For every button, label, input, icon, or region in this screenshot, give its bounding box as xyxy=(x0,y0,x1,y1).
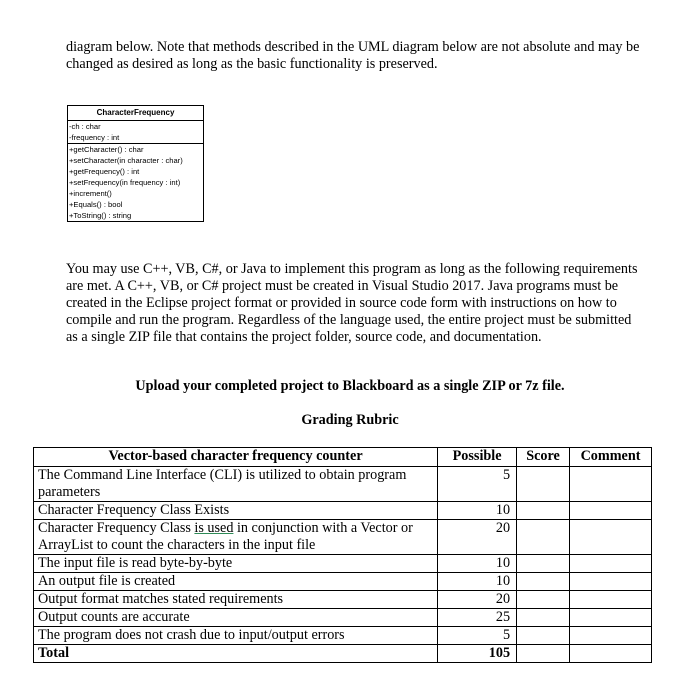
uml-attributes xyxy=(68,121,203,144)
table-row xyxy=(34,467,652,502)
comment-cell xyxy=(570,609,652,627)
criteria-cell: The Command Line Interface (CLI) is utilized to obtain program parameters xyxy=(34,467,438,502)
table-row xyxy=(34,573,652,591)
uml-method: +getCharacter() : char xyxy=(69,145,144,154)
table-row xyxy=(34,609,652,627)
header-possible: Possible xyxy=(438,448,517,467)
uml-class-name: CharacterFrequency xyxy=(68,106,203,121)
comment-cell xyxy=(570,627,652,645)
uml-method: +getFrequency() : int xyxy=(69,167,140,176)
table-row xyxy=(34,555,652,573)
header-criteria: Vector-based character frequency counter xyxy=(34,448,438,467)
uml-attribute: -frequency : int xyxy=(69,133,120,142)
criteria-cell: Output format matches stated requirements xyxy=(34,591,438,609)
score-cell xyxy=(517,555,570,573)
table-row xyxy=(34,502,652,520)
possible-cell: 25 xyxy=(438,609,517,627)
score-cell xyxy=(517,627,570,645)
score-cell xyxy=(517,645,570,663)
total-possible: 105 xyxy=(438,645,517,663)
total-label: Total xyxy=(34,645,438,663)
criteria-cell: The program does not crash due to input/output errors xyxy=(34,627,438,645)
total-row xyxy=(34,645,652,663)
criteria-text: in conjunction with a Vector or ArrayList to count the characters in the input file xyxy=(38,520,413,553)
possible-cell: 5 xyxy=(438,627,517,645)
possible-cell: 5 xyxy=(438,467,517,502)
header-score: Score xyxy=(517,448,570,467)
uml-method: +setFrequency(in frequency : int) xyxy=(69,178,181,187)
comment-cell xyxy=(570,591,652,609)
comment-cell xyxy=(570,520,652,555)
possible-cell: 20 xyxy=(438,520,517,555)
score-cell xyxy=(517,520,570,555)
uml-method: +Equals() : bool xyxy=(69,200,123,209)
language-paragraph: You may use C++, VB, C#, or Java to implement this program as long as the following requirements are met. A C++, VB, or C# project must be created in Visual Studio 2017. Java programs must be created in the Eclipse project format or provided in source code form with instructions on how to compile and run the program. Regardless of the language used, the entire project must be submitted as a single ZIP file that contains the project folder, source code, and documentation. xyxy=(66,261,638,345)
table-row xyxy=(34,627,652,645)
comment-cell xyxy=(570,573,652,591)
comment-cell xyxy=(570,502,652,520)
possible-cell: 10 xyxy=(438,555,517,573)
uml-class-diagram xyxy=(67,105,204,222)
criteria-cell: Output counts are accurate xyxy=(34,609,438,627)
score-cell xyxy=(517,573,570,591)
criteria-cell: An output file is created xyxy=(34,573,438,591)
table-row xyxy=(34,591,652,609)
intro-paragraph: diagram below. Note that methods described in the UML diagram below are not absolute and may be changed as desired as long as the basic functionality is preserved. xyxy=(66,39,640,72)
possible-cell: 10 xyxy=(438,573,517,591)
criteria-cell: Character Frequency Class Exists xyxy=(34,502,438,520)
criteria-text: Character Frequency Class xyxy=(38,520,195,536)
grading-rubric-table xyxy=(33,447,652,663)
score-cell xyxy=(517,591,570,609)
uml-methods xyxy=(68,144,203,221)
rubric-title: Grading Rubric xyxy=(301,412,399,428)
uml-method: +ToString() : string xyxy=(69,211,132,220)
table-row xyxy=(34,520,652,555)
score-cell xyxy=(517,609,570,627)
possible-cell: 10 xyxy=(438,502,517,520)
comment-cell xyxy=(570,467,652,502)
uml-method: +increment() xyxy=(69,189,112,198)
criteria-underlined-text: is used xyxy=(194,520,234,536)
comment-cell xyxy=(570,555,652,573)
criteria-cell xyxy=(34,520,438,555)
score-cell xyxy=(517,502,570,520)
possible-cell: 20 xyxy=(438,591,517,609)
score-cell xyxy=(517,467,570,502)
comment-cell xyxy=(570,645,652,663)
uml-method: +setCharacter(in character : char) xyxy=(69,156,183,165)
header-comment: Comment xyxy=(570,448,652,467)
uml-attribute: -ch : char xyxy=(69,122,101,131)
criteria-cell: The input file is read byte-by-byte xyxy=(34,555,438,573)
upload-instruction: Upload your completed project to Blackboard as a single ZIP or 7z file. xyxy=(135,378,565,394)
table-header-row xyxy=(34,448,652,467)
